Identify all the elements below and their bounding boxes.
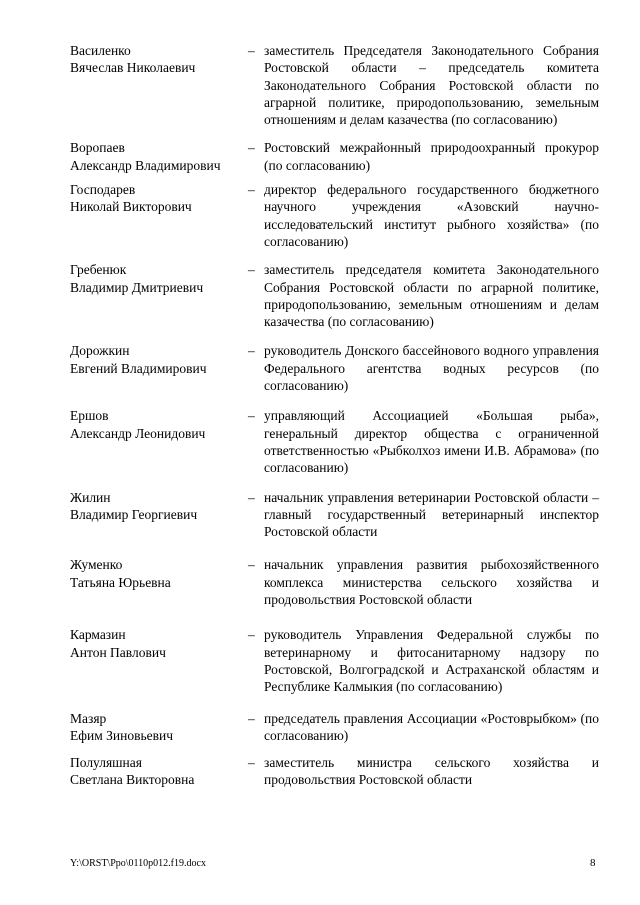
member-name	[70, 342, 248, 394]
member-name	[70, 407, 248, 476]
member-surname: Мазяр	[70, 710, 107, 726]
page-number: 8	[590, 857, 596, 869]
member-position: начальник управления развития рыбохозяйственного комплекса министерства сельского хозяйства и продовольствия Ростовской области	[264, 557, 599, 608]
dash-separator: –	[248, 557, 255, 573]
member-name	[70, 181, 248, 250]
list-item	[70, 754, 600, 789]
member-surname: Господарев	[70, 182, 136, 198]
member-surname: Ершов	[70, 408, 109, 424]
list-item	[70, 489, 600, 541]
member-surname: Гребенюк	[70, 262, 127, 278]
list-item	[70, 261, 600, 330]
member-surname: Василенко	[70, 43, 131, 58]
member-given-name: Татьяна Юрьевна	[70, 574, 171, 590]
list-item	[70, 181, 600, 250]
dash-separator: –	[248, 710, 255, 726]
member-name	[70, 139, 248, 174]
member-position: председатель правления Ассоциации «Ростоврыбком» (по согласованию)	[264, 710, 599, 743]
member-position: заместитель Председателя Законодательного Собрания Ростовской области – председатель комитета Законодательного Собрания Ростовской области по аграрной политике, природопользованию, земельным отношениям и делам казачества (по согласованию)	[264, 43, 599, 128]
dash-separator: –	[248, 489, 255, 505]
dash-separator: –	[248, 262, 255, 278]
member-surname: Жуменко	[70, 557, 123, 573]
member-name	[70, 626, 248, 695]
member-position: директор федерального государственного бюджетного научного учреждения «Азовский научно-исследовательский институт рыбного хозяйства» (по согласованию)	[264, 182, 599, 249]
dash-separator: –	[248, 627, 255, 643]
member-name	[70, 754, 248, 789]
member-given-name: Светлана Викторовна	[70, 772, 195, 788]
list-item	[70, 42, 600, 128]
list-item	[70, 407, 600, 476]
list-item	[70, 556, 600, 608]
member-surname: Жилин	[70, 489, 111, 505]
member-position: руководитель Донского бассейнового водного управления Федерального агентства водных ресурсов (по согласованию)	[264, 343, 599, 394]
dash-separator: –	[248, 343, 255, 359]
dash-separator: –	[248, 408, 255, 424]
member-list	[70, 42, 600, 800]
member-name	[70, 42, 248, 128]
footer-file-path: Y:\ORST\Ppo\0110p012.f19.docx	[70, 858, 206, 869]
member-given-name: Вячеслав Николаевич	[70, 60, 196, 76]
dash-separator: –	[248, 755, 255, 771]
member-given-name: Николай Викторович	[70, 199, 192, 215]
member-given-name: Ефим Зиновьевич	[70, 727, 174, 743]
member-name	[70, 556, 248, 608]
member-given-name: Владимир Георгиевич	[70, 506, 198, 522]
member-given-name: Владимир Дмитриевич	[70, 279, 204, 295]
dash-separator: –	[248, 43, 255, 58]
list-item	[70, 342, 600, 394]
member-name	[70, 710, 248, 745]
member-surname: Полуляшная	[70, 755, 142, 771]
dash-separator: –	[248, 140, 255, 156]
member-position: Ростовский межрайонный природоохранный прокурор (по согласованию)	[264, 140, 599, 173]
member-name	[70, 261, 248, 330]
member-given-name: Александр Леонидович	[70, 425, 206, 441]
member-given-name: Антон Павлович	[70, 644, 166, 660]
member-position: управляющий Ассоциацией «Большая рыба», генеральный директор общества с ограниченной ответственностью «Рыбколхоз имени И.В. Абрамова» (по согласованию)	[264, 408, 599, 476]
member-surname: Дорожкин	[70, 343, 130, 359]
list-item	[70, 139, 600, 174]
member-position: руководитель Управления Федеральной службы по ветеринарному и фитосанитарному надзору по Ростовской, Волгоградской и Астраханской областям и Республике Калмыкия (по согласованию)	[264, 627, 599, 695]
dash-separator: –	[248, 182, 255, 198]
member-position: заместитель председателя комитета Законодательного Собрания Ростовской области по аграрной политике, природопользованию, земельным отношениям и делам казачества (по согласованию)	[264, 262, 599, 330]
member-surname: Воропаев	[70, 140, 125, 156]
member-position: заместитель министра сельского хозяйства и продовольствия Ростовской области	[264, 755, 599, 788]
member-position: начальник управления ветеринарии Ростовской области – главный государственный ветеринарный инспектор Ростовской области	[264, 489, 599, 540]
list-item	[70, 710, 600, 745]
list-item	[70, 626, 600, 695]
member-name	[70, 489, 248, 541]
member-surname: Кармазин	[70, 627, 126, 643]
member-given-name: Евгений Владимирович	[70, 360, 207, 376]
member-given-name: Александр Владимирович	[70, 157, 221, 173]
